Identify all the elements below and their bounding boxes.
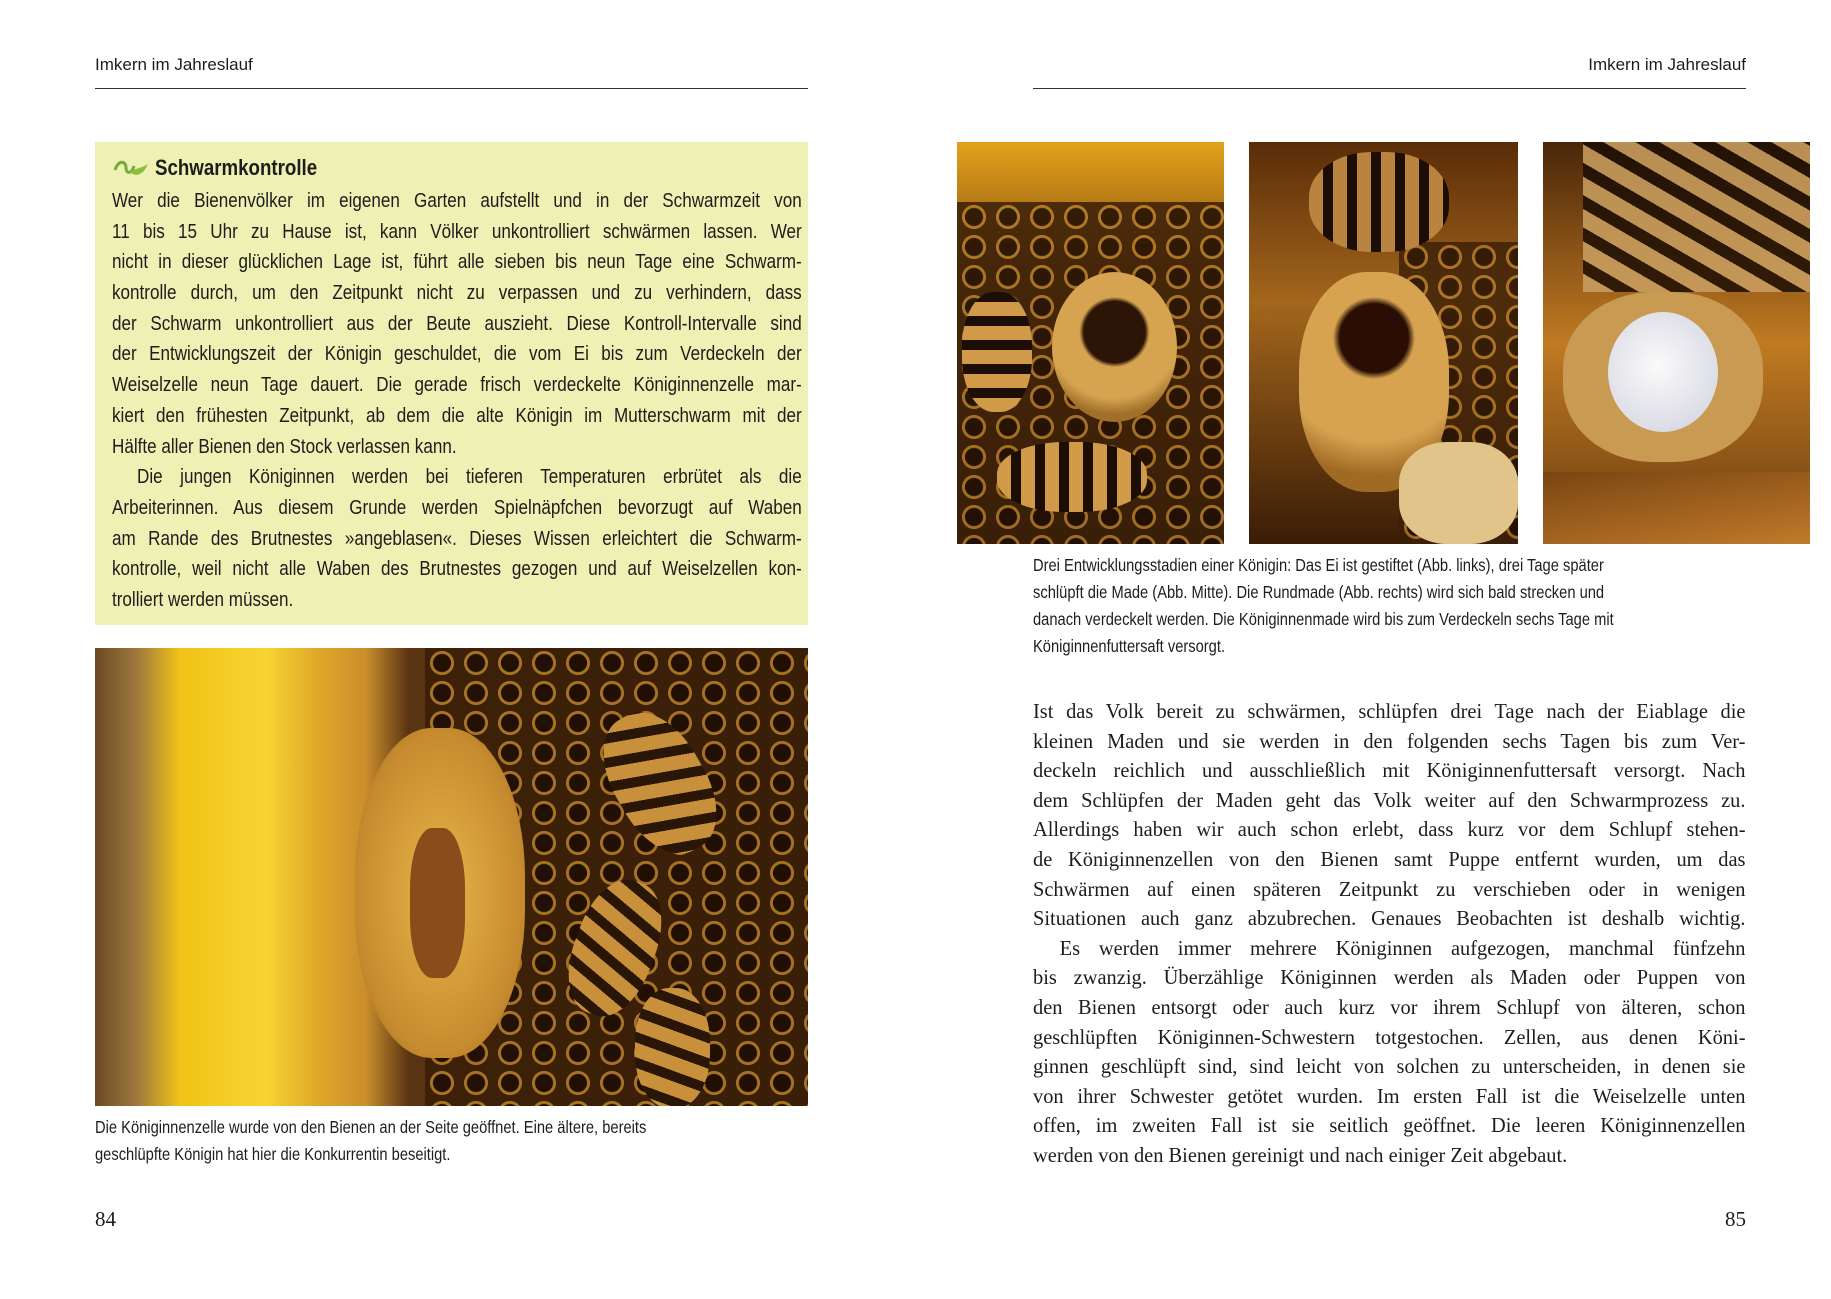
caption-line: danach verdeckelt werden. Die Königinnenmade wird bis zum Verdeckeln sechs Tage mit [1033,609,1614,629]
page-number-right: 85 [1725,1207,1746,1231]
photo-queen-round-larva [1543,142,1810,544]
box-text-line: Wer die Bienenvölker im eigenen Garten aufstellt und in der Schwarmzeit von [112,189,802,212]
box-text [112,186,802,616]
body-text-line: de Königinnenzellen von den Bienen samt Puppe entfernt wurden, um das [1033,846,1746,871]
photo-queen-egg [957,142,1224,544]
body-text-line: ginnen geschlüpft sind, sind leicht von solchen zu unterscheiden, in denen sie [1033,1054,1746,1079]
header-rule-right [1033,88,1746,89]
body-text-line: deckeln reichlich und ausschließlich mit Königinnenfuttersaft versorgt. Nach [1033,758,1746,783]
box-text-line: 11 bis 15 Uhr zu Hause ist, kann Völker unkontrolliert schwärmen lassen. Wer [112,219,802,243]
box-text-line: Weiselzelle neun Tage dauert. Die gerade frisch verdeckelte Königinnenzelle mar- [112,373,802,397]
body-text-line: Situationen auch ganz abzubrechen. Genaues Beobachten ist deshalb wichtig. [1033,906,1746,931]
box-text-line: Arbeiterinnen. Aus diesem Grunde werden Spielnäpfchen bevorzugt auf Waben [112,495,802,519]
header-rule-left [95,88,808,89]
box-text-line: trolliert werden müssen. [112,587,294,611]
page-number-left: 84 [95,1207,116,1231]
green-swirl-icon [112,158,150,178]
box-title: Schwarmkontrolle [155,155,318,180]
caption-line: geschlüpfte Königin hat hier die Konkurrentin beseitigt. [95,1144,451,1164]
caption-line: Königinnenfuttersaft versorgt. [1033,636,1226,656]
body-text-line: kleinen Maden und sie werden in den folgenden sechs Tagen bis zum Ver- [1033,728,1746,753]
left-photo-caption [95,1114,751,1168]
body-text-line: geschlüpften Königinnen-Schwestern totgestochen. Zellen, aus denen Köni- [1033,1024,1746,1049]
box-text-line: nicht in dieser glücklichen Lage ist, führt alle sieben bis neun Tage eine Schwarm- [112,250,802,274]
body-text-line: von ihrer Schwester getötet wurden. Im ersten Fall ist die Weiselzelle unten [1033,1083,1746,1108]
box-text-line: Hälfte aller Bienen den Stock verlassen kann. [112,434,457,458]
body-text-line: dem Schlüpfen der Maden geht das Volk weiter auf den Schwarmprozess zu. [1033,787,1746,812]
body-text-line: werden von den Bienen gereinigt und nach einiger Zeit abgebaut. [1033,1142,1568,1167]
box-text-line: kontrolle, weil nicht alle Waben des Brutnestes gezogen und auf Weiselzellen kon- [112,557,802,581]
body-text-line: offen, im zweiten Fall ist sie seitlich geöffnet. Die leeren Königinnenzellen [1033,1113,1746,1138]
body-text [1033,697,1746,1171]
box-text-line: kontrolle durch, um den Zeitpunkt nicht zu verpassen und zu verhindern, dass [112,281,802,305]
box-text-line: der Schwarm unkontrolliert aus der Beute auszieht. Diese Kontroll-Intervalle sind [112,311,802,335]
body-text-line: bis zwanzig. Überzählige Königinnen werden als Maden oder Puppen von [1033,965,1746,990]
running-head-right: Imkern im Jahreslauf [1588,55,1746,74]
box-text-line: der Entwicklungszeit der Königin geschuldet, die vom Ei bis zum Verdeckeln der [112,342,802,366]
body-text-line: Schwärmen auf einen späteren Zeitpunkt zu verschieben oder in wenigen [1033,876,1746,901]
box-text-line: am Rande des Brutnestes »angeblasen«. Dieses Wissen erleichtert die Schwarm- [112,526,802,550]
right-photos-caption [1033,552,1724,660]
box-text-line: kiert den frühesten Zeitpunkt, ab dem die alte Königin im Mutterschwarm mit der [112,403,802,427]
running-head-left: Imkern im Jahreslauf [95,55,253,74]
body-text-line: den Bienen entsorgt oder auch kurz vor ihrem Schlupf von älteren, schon [1033,994,1746,1019]
photo-opened-queen-cell [95,648,808,1106]
box-text-line: Die jungen Königinnen werden bei tieferen Temperaturen erbrütet als die [136,465,802,489]
body-text-line: Allerdings haben wir auch schon erlebt, dass kurz vor dem Schlupf stehen- [1033,817,1746,842]
caption-line: schlüpft die Made (Abb. Mitte). Die Rundmade (Abb. rechts) wird sich bald strecken und [1033,582,1605,602]
body-text-line: Es werden immer mehrere Königinnen aufgezogen, manchmal fünfzehn [1059,935,1746,960]
caption-line: Drei Entwicklungsstadien einer Königin: Das Ei ist gestiftet (Abb. links), drei Tage später [1033,555,1604,575]
body-text-line: Ist das Volk bereit zu schwärmen, schlüpfen drei Tage nach der Eiablage die [1033,699,1746,723]
photo-queen-larva-hatched [1249,142,1518,544]
caption-line: Die Königinnenzelle wurde von den Bienen an der Seite geöffnet. Eine ältere, bereits [95,1117,647,1137]
